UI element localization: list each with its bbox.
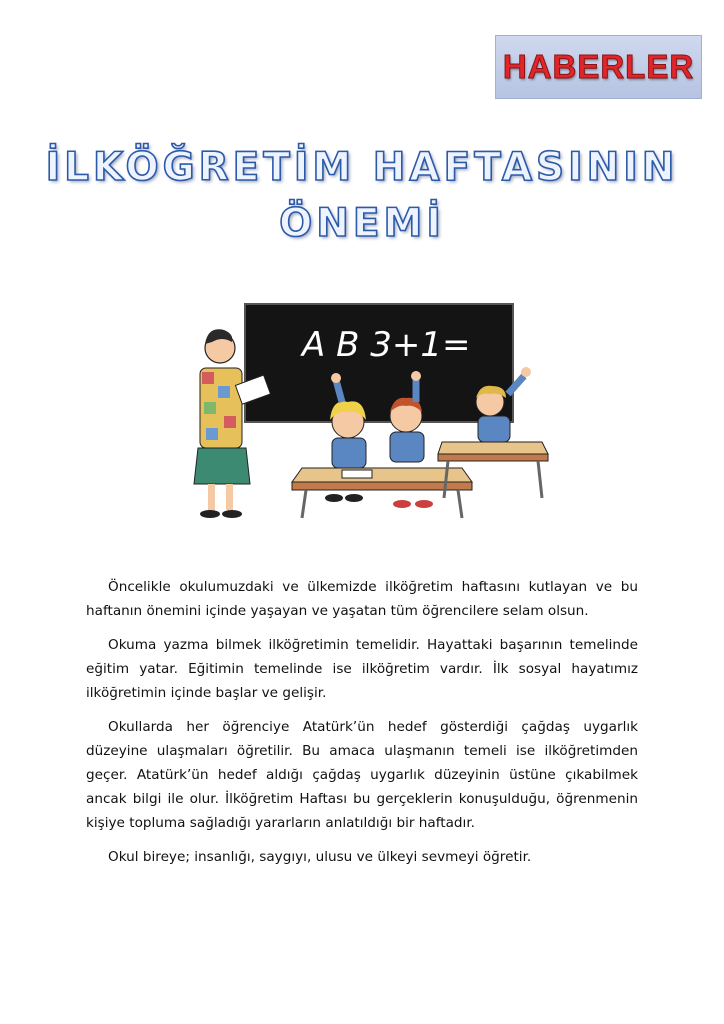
article-body <box>86 575 638 879</box>
paragraph-3: Okullarda her öğrenciye Atatürk’ün hedef gösterdiği çağdaş uygarlık düzeyine ulaşmaları öğretilir. Bu amaca ulaşmanın temeli ise ilköğretimden geçer. Atatürk’ün hedef aldığı çağdaş uygarlık düzeyinin üstüne çıkabilmek ancak bilgi ile olur. İlköğretim Haftası bu gerçeklerin konuşulduğu, öğrenmenin kişiye topluma sağladığı yararların anlatıldığı bir haftadır. <box>86 719 638 831</box>
news-badge <box>495 35 702 99</box>
news-badge-label: HABERLER <box>502 48 695 85</box>
paragraph-4: Okul bireye; insanlığı, saygıyı, ulusu ve ülkeyi sevmeyi öğretir. <box>108 849 532 865</box>
page-title <box>40 140 684 252</box>
chalkboard-text: A B 3+1= <box>302 325 471 365</box>
paragraph-1: Öncelikle okulumuzdaki ve ülkemizde ilköğretim haftasını kutlayan ve bu haftanın önemini içinde yaşayan ve yaşatan tüm öğrencilere selam olsun. <box>86 579 638 619</box>
title-line-2: ÖNEMİ <box>279 201 445 246</box>
title-line-1: İLKÖĞRETİM HAFTASININ <box>45 145 679 190</box>
classroom-illustration <box>172 298 552 528</box>
paragraph-2: Okuma yazma bilmek ilköğretimin temelidir. Hayattaki başarının temelinde eğitim yatar. Eğitimin temelinde ise ilköğretim vardır. İlk sosyal hayatımız ilköğretimin içinde başlar ve gelişir. <box>86 637 638 701</box>
